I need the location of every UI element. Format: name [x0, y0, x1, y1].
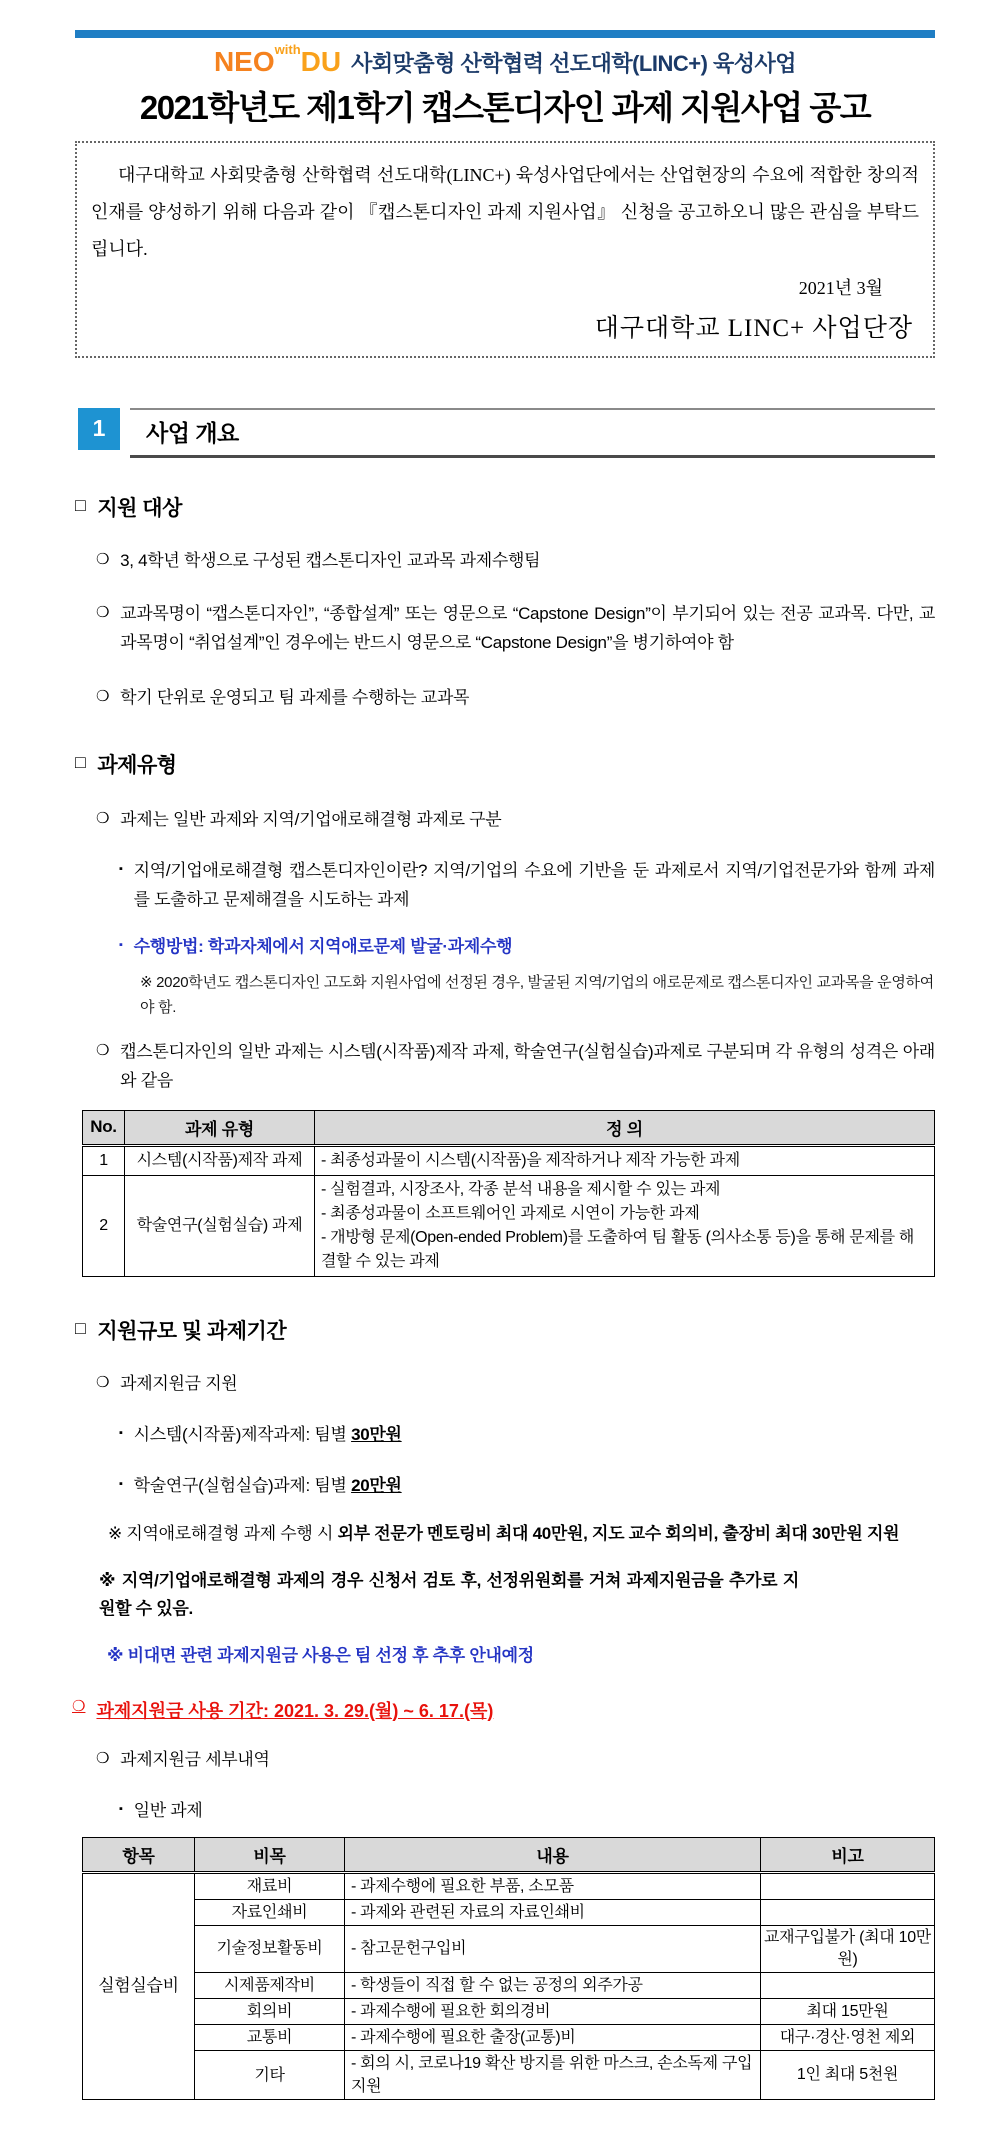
mentoring-fee-note: [108, 1520, 935, 1549]
cell-category: 실험실습비: [83, 1872, 195, 2100]
cell-item: 회의비: [195, 1998, 345, 2024]
circle-bullet-icon: ❍: [96, 1373, 110, 1391]
cell-content: - 회의 시, 코로나19 확산 방지를 위한 마스크, 손소독제 구입 지원: [345, 2051, 761, 2100]
table-row: [83, 1175, 935, 1276]
heading-support-scale-text: 지원규모 및 과제기간: [97, 1319, 287, 1343]
col-header-definition: 정 의: [315, 1110, 935, 1145]
col-header-content: 내용: [345, 1837, 761, 1872]
table-header-row: [83, 1837, 935, 1872]
amount-line: [134, 1420, 402, 1449]
item-text: 교과목명이 “캡스톤디자인”, “종합설계” 또는 영문으로 “Capstone Design”이 부기되어 있는 전공 교과목. 다만, 교과목명이 “취업설계”인 경우에는 반드시 영문으로 “Capstone Design”을 병기하여야 함: [120, 603, 935, 653]
cell-item: 기타: [195, 2051, 345, 2100]
table-row: [83, 1926, 935, 1972]
small-square-bullet-icon: ▪: [119, 1478, 123, 1491]
table-header-row: [83, 1110, 935, 1145]
cell-content: - 과제수행에 필요한 회의경비: [345, 1998, 761, 2024]
item-text: 3, 4학년 학생으로 구성된 캡스톤디자인 교과목 과제수행팀: [120, 550, 541, 570]
circle-bullet-icon: ❍: [96, 1749, 110, 1767]
small-square-bullet-icon: ▪: [119, 1802, 123, 1815]
item-text: 과제지원금 지원: [120, 1373, 238, 1393]
item-text: 캡스톤디자인의 일반 과제는 시스템(시작품)제작 과제, 학술연구(실험실습)과제로 구분되며 각 유형의 성격은 아래와 같음: [120, 1042, 935, 1091]
logo-du-text: DU: [300, 46, 342, 77]
logo-with-text: with: [274, 42, 301, 57]
task-type-reference-note: ※ 2020학년도 캡스톤디자인 고도화 지원사업에 선정된 경우, 발굴된 지역/기업의 애로문제로 캡스톤디자인 교과목을 운영하여야 함.: [140, 973, 934, 1017]
page-title: 2021학년도 제1학기 캡스톤디자인 과제 지원사업 공고: [139, 89, 871, 126]
amount-value: 20만원: [351, 1476, 402, 1496]
cell-definition: [315, 1175, 935, 1276]
notice-body-text: 대구대학교 사회맞춤형 산학협력 선도대학(LINC+) 육성사업단에서는 산업현장의 수요에 적합한 창의적 인재를 양성하기 위해 다음과 같이 『캡스톤디자인 과제 지원사업』 신청을 공고하오니 많은 관심을 부탁드립니다.: [91, 165, 919, 259]
heading-support-scale: [75, 1315, 935, 1345]
definition-line: - 개방형 문제(Open-ended Problem)를 도출하여 팀 활동 (의사소통 등)을 통해 문제를 해결할 수 있는 과제: [321, 1228, 915, 1270]
subitem-text: 지역/기업애로해결형 캡스톤디자인이란? 지역/기업의 수요에 기반을 둔 과제로서 지역/기업전문가와 함께 과제를 도출하고 문제해결을 시도하는 과제: [133, 860, 935, 910]
col-header-category: 항목: [83, 1837, 195, 1872]
cell-remark: 1인 최대 5천원: [761, 2051, 935, 2100]
item-text: 과제지원금 세부내역: [120, 1749, 270, 1769]
general-task-subitem: [119, 1796, 935, 1825]
table-row: [83, 2051, 935, 2100]
small-square-bullet-icon: ▪: [119, 862, 123, 875]
program-name: 사회맞춤형 산학협력 선도대학(LINC+) 육성사업: [351, 50, 797, 76]
hollow-square-bullet-icon: □: [75, 495, 86, 516]
program-header: [75, 44, 935, 80]
definition-line: - 최종성과물이 시스템(시작품)을 제작하거나 제작 가능한 과제: [321, 1151, 740, 1169]
circle-bullet-icon: ❍: [96, 688, 110, 706]
table-row: [83, 1972, 935, 1998]
small-square-bullet-icon: ▪: [119, 1426, 123, 1439]
task-type-subitem-method: [119, 932, 935, 961]
top-accent-bar: [75, 30, 935, 38]
circle-bullet-icon: ❍: [72, 1697, 86, 1715]
hollow-square-bullet-icon: □: [75, 1318, 86, 1339]
neo-with-du-logo: [213, 42, 342, 78]
section-number-badge: 1: [78, 408, 120, 450]
subitem-text: 일반 과제: [133, 1800, 203, 1820]
circle-bullet-icon: ❍: [96, 809, 110, 827]
amount-prefix: 시스템(시작품)제작과제: 팀별: [133, 1424, 352, 1444]
notice-box: [75, 141, 935, 358]
heading-task-type: [75, 749, 935, 779]
notice-signature: 대구대학교 LINC+ 사업단장: [594, 314, 913, 342]
table-row: [83, 1900, 935, 1926]
small-square-bullet-icon: ▪: [119, 939, 123, 952]
grant-usage-period-text: 과제지원금 사용 기간: 2021. 3. 29.(월) ~ 6. 17.(목): [96, 1700, 494, 1721]
note-strong: 외부 전문가 멘토링비 최대 40만원, 지도 교수 회의비, 출장비 최대 30만원 지원: [337, 1524, 900, 1544]
cell-remark: [761, 1872, 935, 1899]
cell-item: 재료비: [195, 1872, 345, 1899]
circle-bullet-icon: ❍: [96, 1042, 110, 1060]
hollow-square-bullet-icon: □: [75, 752, 86, 773]
cell-item: 기술정보활동비: [195, 1926, 345, 1972]
additional-grant-note: ※ 지역/기업애로해결형 과제의 경우 신청서 검토 후, 선정위원회를 거쳐 과제지원금을 추가로 지원할 수 있음.: [99, 1570, 799, 1619]
col-header-type: 과제 유형: [125, 1110, 315, 1145]
grant-system-amount: [119, 1420, 935, 1449]
contactless-grant-note: ※ 비대면 관련 과제지원금 사용은 팀 선정 후 추후 안내예정: [107, 1645, 534, 1665]
table-row: [83, 1998, 935, 2024]
cell-item: 자료인쇄비: [195, 1900, 345, 1926]
grant-detail-item: [96, 1745, 935, 1774]
cell-definition: [315, 1145, 935, 1175]
cell-content: - 참고문헌구입비: [345, 1926, 761, 1972]
notice-date: 2021년 3월: [798, 277, 883, 298]
cost-breakdown-table: [82, 1837, 935, 2101]
heading-support-target-text: 지원 대상: [97, 496, 182, 520]
note-prefix: ※ 지역애로해결형 과제 수행 시: [108, 1524, 338, 1544]
announcement-document: [0, 30, 992, 2100]
cell-content: - 과제와 관련된 자료의 자료인쇄비: [345, 1900, 761, 1926]
definition-line: - 최종성과물이 소프트웨어인 과제로 시연이 가능한 과제: [321, 1204, 700, 1222]
definition-line: - 실험결과, 시장조사, 각종 분석 내용을 제시할 수 있는 과제: [321, 1180, 721, 1198]
amount-value: 30만원: [351, 1424, 402, 1444]
item-text: 학기 단위로 운영되고 팀 과제를 수행하는 교과목: [120, 688, 470, 708]
cell-type: 시스템(시작품)제작 과제: [125, 1145, 315, 1175]
item-text: 과제는 일반 과제와 지역/기업애로해결형 과제로 구분: [120, 809, 502, 829]
cell-remark: [761, 1972, 935, 1998]
task-type-item-1: [96, 805, 935, 834]
grant-support-item: [96, 1369, 935, 1398]
grant-usage-period: [72, 1697, 935, 1723]
amount-prefix: 학술연구(실험실습)과제: 팀별: [133, 1476, 352, 1496]
cell-remark: 대구·경산·영천 제외: [761, 2024, 935, 2050]
cell-remark: 교재구입불가 (최대 10만원): [761, 1926, 935, 1972]
col-header-item: 비목: [195, 1837, 345, 1872]
circle-bullet-icon: ❍: [96, 603, 110, 621]
table-row: [83, 1145, 935, 1175]
cell-item: 시제품제작비: [195, 1972, 345, 1998]
section-1-header: [78, 408, 935, 458]
cell-type: 학술연구(실험실습) 과제: [125, 1175, 315, 1276]
cell-no: 2: [83, 1175, 125, 1276]
method-highlight-text: 수행방법: 학과자체에서 지역애로문제 발굴·과제수행: [133, 937, 513, 957]
table-row: [83, 2024, 935, 2050]
cell-item: 교통비: [195, 2024, 345, 2050]
cell-content: - 과제수행에 필요한 부품, 소모품: [345, 1872, 761, 1899]
cell-no: 1: [83, 1145, 125, 1175]
logo-neo-text: NEO: [213, 46, 275, 77]
support-target-item-3: [96, 683, 935, 712]
section-1-title: 사업 개요: [130, 408, 935, 458]
cell-content: - 과제수행에 필요한 출장(교통)비: [345, 2024, 761, 2050]
task-type-table: [82, 1110, 935, 1277]
grant-research-amount: [119, 1471, 935, 1500]
cell-remark: [761, 1900, 935, 1926]
amount-line: [134, 1471, 402, 1500]
col-header-no: No.: [83, 1110, 125, 1145]
table-row: [83, 1872, 935, 1899]
task-type-item-2: [96, 1037, 935, 1095]
col-header-remark: 비고: [761, 1837, 935, 1872]
cell-content: - 학생들이 직접 할 수 없는 공정의 외주가공: [345, 1972, 761, 1998]
task-type-subitem-definition: [119, 856, 935, 914]
heading-support-target: [75, 492, 935, 522]
heading-task-type-text: 과제유형: [97, 753, 177, 777]
circle-bullet-icon: ❍: [96, 550, 110, 568]
cell-remark: 최대 15만원: [761, 1998, 935, 2024]
support-target-item-2: [96, 599, 935, 657]
support-target-item-1: [96, 546, 935, 575]
